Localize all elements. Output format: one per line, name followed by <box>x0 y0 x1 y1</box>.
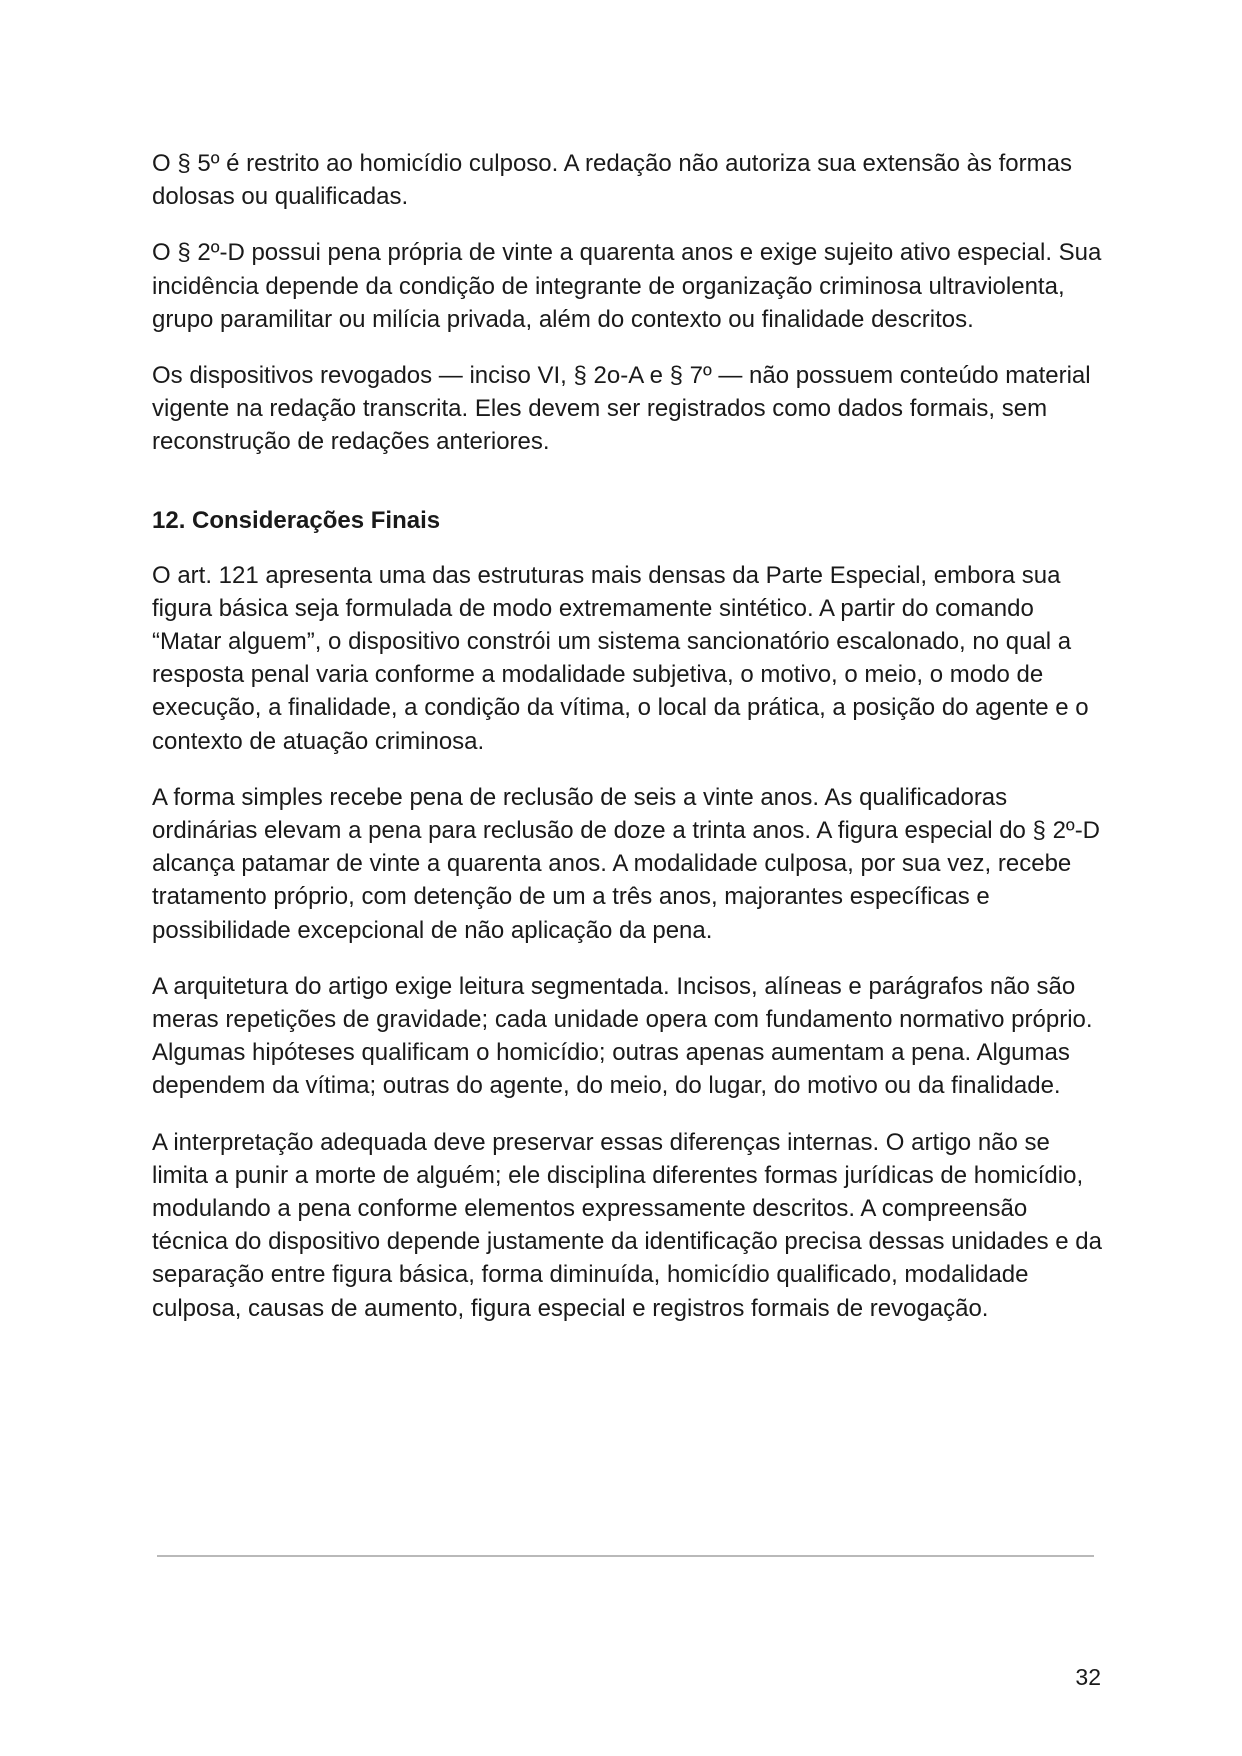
page-body <box>152 147 1102 1348</box>
page-number: 32 <box>1075 1664 1101 1690</box>
section-heading: 12. Considerações Finais <box>152 506 441 534</box>
paragraph: O § 5º é restrito ao homicídio culposo. A redação não autoriza sua extensão às formas dolosas ou qualificadas. <box>152 150 1072 211</box>
paragraph: A forma simples recebe pena de reclusão de seis a vinte anos. As qualificadoras ordinárias elevam a pena para reclusão de doze a trinta anos. A figura especial do § 2º-D alcança patamar de vinte a quarenta anos. A modalidade culposa, por sua vez, recebe tratamento próprio, com detenção de um a três anos, majorantes específicas e possibilidade excepcional de não aplicação da pena. <box>152 783 1101 944</box>
paragraph: A interpretação adequada deve preservar essas diferenças internas. O artigo não se limita a punir a morte de alguém; ele disciplina diferentes formas jurídicas de homicídio, modulando a pena conforme elementos expressamente descritos. A compreensão técnica do dispositivo depende justamente da identificação precisa dessas unidades e da separação entre figura básica, forma diminuída, homicídio qualificado, modalidade culposa, causas de aumento, figura especial e registros formais de revogação. <box>152 1128 1102 1322</box>
paragraph: Os dispositivos revogados — inciso VI, § 2o-A e § 7º — não possuem conteúdo material vigente na redação transcrita. Eles devem ser registrados como dados formais, sem reconstrução de redações anteriores. <box>152 362 1091 456</box>
paragraph: O § 2º-D possui pena própria de vinte a quarenta anos e exige sujeito ativo especial. Sua incidência depende da condição de integrante de organização criminosa ultraviolenta, grupo paramilitar ou milícia privada, além do contexto ou finalidade descritos. <box>152 239 1102 333</box>
paragraph: O art. 121 apresenta uma das estruturas mais densas da Parte Especial, embora sua figura básica seja formulada de modo extremamente sintético. A partir do comando “Matar alguem”, o dispositivo constrói um sistema sancionatório escalonado, no qual a resposta penal varia conforme a modalidade subjetiva, o motivo, o meio, o modo de execução, a finalidade, a condição da vítima, o local da prática, a posição do agente e o contexto de atuação criminosa. <box>152 561 1089 755</box>
footer-divider <box>157 1555 1094 1557</box>
paragraph: A arquitetura do artigo exige leitura segmentada. Incisos, alíneas e parágrafos não são meras repetições de gravidade; cada unidade opera com fundamento normativo próprio. Algumas hipóteses qualificam o homicídio; outras apenas aumentam a pena. Algumas dependem da vítima; outras do agente, do meio, do lugar, do motivo ou da finalidade. <box>152 972 1093 1100</box>
